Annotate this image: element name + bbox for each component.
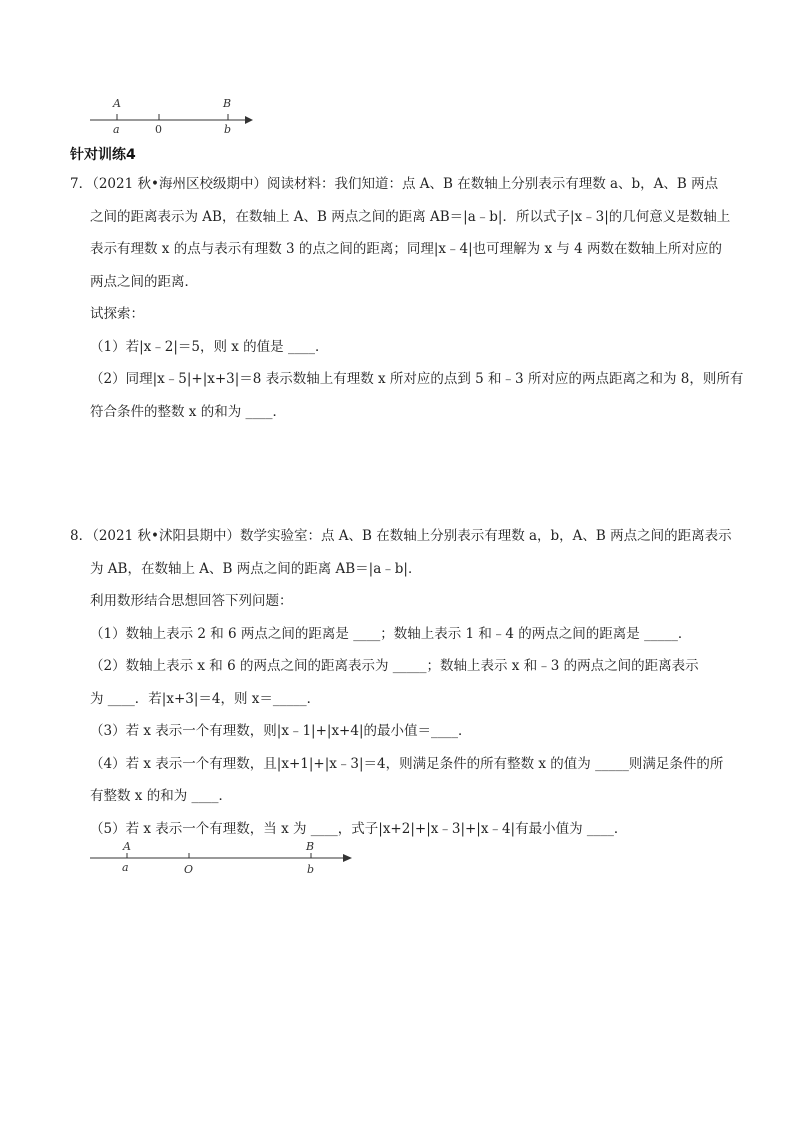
problem-7-line: 之间的距离表示为 AB，在数轴上 A、B 两点之间的距离 AB＝|a﹣b|．所以式子|x﹣3|的几何意义是数轴上: [90, 208, 731, 225]
label-A: A: [123, 840, 131, 853]
problem-8: [70, 520, 732, 845]
axis-arrow-icon: [343, 854, 352, 862]
problem-8-line: 有整数 x 的和为 ____．: [90, 788, 232, 804]
problem-7: [70, 168, 743, 428]
problem-8-question-3: （3）若 x 表示一个有理数，则|x﹣1|+|x+4|的最小值＝____．: [90, 723, 472, 739]
problem-8-question-4: （4）若 x 表示一个有理数，且|x+1|+|x﹣3|＝4，则满足条件的所有整数 x 的值为 _____则满足条件的所: [90, 755, 724, 772]
top-number-line-svg: [85, 92, 260, 137]
problem-8-question-2: （2）数轴上表示 x 和 6 的两点之间的距离表示为 _____；数轴上表示 x 和﹣3 的两点之间的距离表示: [90, 658, 699, 674]
label-b: b: [307, 863, 315, 876]
label-zero: 0: [155, 123, 162, 136]
problem-8-line: 为 AB，在数轴上 A、B 两点之间的距离 AB＝|a﹣b|．: [90, 560, 422, 577]
bottom-number-line-svg: [85, 838, 365, 883]
problem-8-line: 为 ____．若|x+3|＝4，则 x＝_____．: [90, 690, 321, 707]
problem-8-question-5: （5）若 x 表示一个有理数，当 x 为 ____，式子|x+2|+|x﹣3|+|x﹣4|有最小值为 ____．: [90, 820, 628, 837]
label-b: b: [224, 123, 232, 136]
problem-8-question-1: （1）数轴上表示 2 和 6 两点之间的距离是 ____；数轴上表示 1 和﹣4 的两点之间的距离是 _____．: [90, 625, 692, 642]
axis-arrow-icon: [245, 116, 253, 124]
label-O: O: [184, 863, 194, 876]
problem-7-line: 符合条件的整数 x 的和为 ____．: [90, 403, 286, 420]
label-a: a: [113, 123, 120, 136]
problem-8-line: 利用数形结合思想回答下列问题：: [90, 593, 293, 609]
label-B: B: [306, 840, 315, 853]
bottom-number-line: [85, 838, 365, 883]
problem-7-line: 7．（2021 秋•海州区校级期中）阅读材料：我们知道：点 A、B 在数轴上分别表示有理数 a、b，A、B 两点: [70, 176, 719, 192]
problem-7-line: 试探索：: [90, 306, 144, 322]
section-heading: 针对训练4: [70, 147, 136, 163]
problem-7-question-1: （1）若|x﹣2|＝5，则 x 的值是 ____．: [90, 338, 329, 355]
top-number-line: [85, 92, 260, 137]
label-a: a: [122, 861, 129, 874]
problem-7-line: 表示有理数 x 的点与表示有理数 3 的点之间的距离；同理|x﹣4|也可理解为 x 与 4 两数在数轴上所对应的: [90, 241, 723, 257]
problem-7-question-2: （2）同理|x﹣5|+|x+3|＝8 表示数轴上有理数 x 所对应的点到 5 和﹣3 所对应的两点距离之和为 8，则所有: [90, 371, 744, 387]
label-B: B: [223, 97, 232, 110]
problem-8-line: 8．（2021 秋•沭阳县期中）数学实验室：点 A、B 在数轴上分别表示有理数 a，b，A、B 两点之间的距离表示: [70, 528, 732, 544]
problem-7-line: 两点之间的距离．: [90, 273, 198, 290]
label-A: A: [113, 97, 121, 110]
